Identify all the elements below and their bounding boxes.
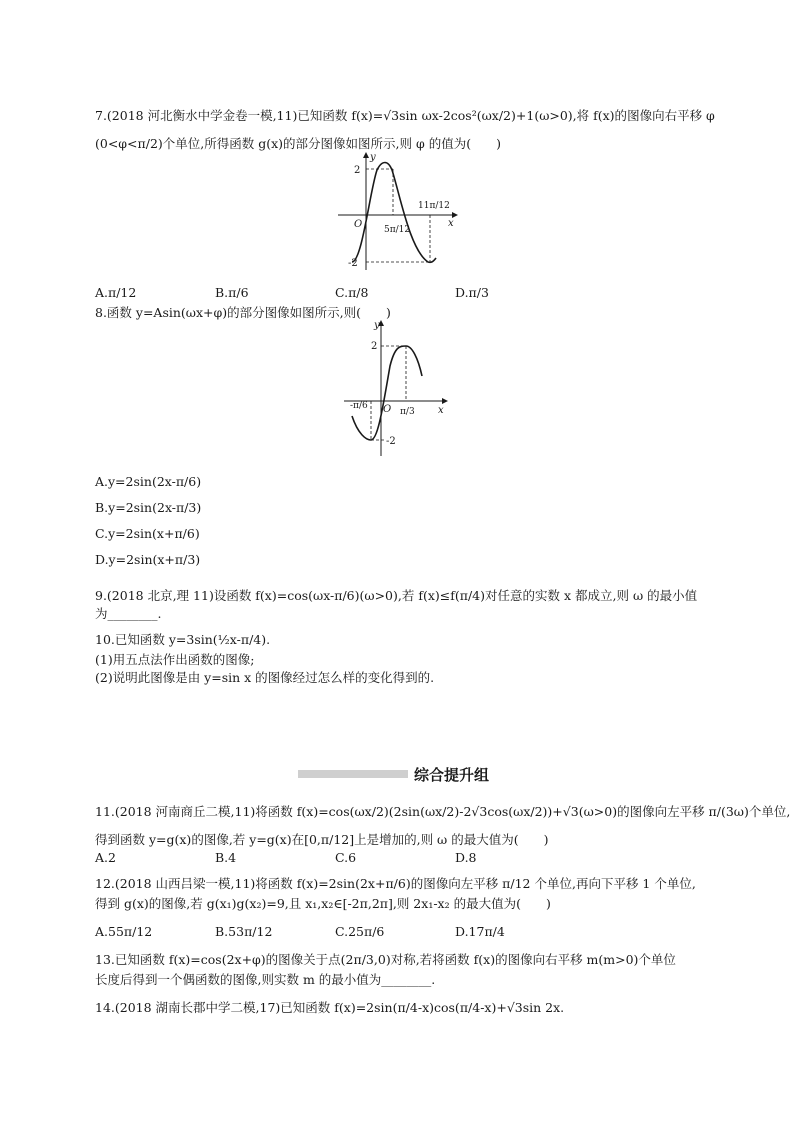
q7-ymax: 2 xyxy=(354,165,361,176)
q7-option-d[interactable]: D.π/3 xyxy=(455,285,489,300)
q12-options xyxy=(95,924,565,940)
q7-option-a[interactable]: A.π/12 xyxy=(95,285,137,300)
q7-line1: 7.(2018 河北衡水中学金卷一模,11)已知函数 f(x)=√3sin ωx-2cos²(ωx/2)+1(ω>0),将 f(x)的图像向右平移 φ xyxy=(95,108,715,123)
q7-tick2: 11π/12 xyxy=(418,201,450,211)
q11-line2: 得到函数 y=g(x)的图像,若 y=g(x)在[0,π/12]上是增加的,则 ω 的最大值为( ) xyxy=(95,832,549,847)
q11-option-c[interactable]: C.6 xyxy=(335,850,357,865)
q11-option-a[interactable]: A.2 xyxy=(95,850,116,865)
q8-ymin: -2 xyxy=(386,436,396,447)
q8-ylabel: y xyxy=(374,320,380,331)
q8-option-a[interactable]: A.y=2sin(2x-π/6) xyxy=(95,474,202,489)
q8-ymax: 2 xyxy=(371,341,378,352)
q13-line2: 长度后得到一个偶函数的图像,则实数 m 的最小值为________. xyxy=(95,972,436,987)
q8-option-c[interactable]: C.y=2sin(x+π/6) xyxy=(95,526,200,541)
q8-line1: 8.函数 y=Asin(ωx+φ)的部分图像如图所示,则( ) xyxy=(95,305,391,320)
q8-xlabel: x xyxy=(438,405,444,416)
q12-option-a[interactable]: A.55π/12 xyxy=(95,924,153,939)
q8-option-d[interactable]: D.y=2sin(x+π/3) xyxy=(95,552,201,567)
q8-origin: O xyxy=(383,404,392,415)
q11-options xyxy=(95,850,565,866)
q9-line1: 9.(2018 北京,理 11)设函数 f(x)=cos(ωx-π/6)(ω>0),若 f(x)≤f(π/4)对任意的实数 x 都成立,则 ω 的最小值 xyxy=(95,588,698,603)
q13-line1: 13.已知函数 f(x)=cos(2x+φ)的图像关于点(2π/3,0)对称,若将函数 f(x)的图像向右平移 m(m>0)个单位 xyxy=(95,952,676,967)
q7-option-c[interactable]: C.π/8 xyxy=(335,285,369,300)
q11-option-b[interactable]: B.4 xyxy=(215,850,237,865)
q12-option-c[interactable]: C.25π/6 xyxy=(335,924,385,939)
q12-option-d[interactable]: D.17π/4 xyxy=(455,924,505,939)
q7-ylabel: y xyxy=(370,152,376,163)
q14-line1: 14.(2018 湖南长郡中学二模,17)已知函数 f(x)=2sin(π/4-x)cos(π/4-x)+√3sin 2x. xyxy=(95,1000,565,1015)
q11-line1: 11.(2018 河南商丘二模,11)将函数 f(x)=cos(ωx/2)(2sin(ωx/2)-2√3cos(ωx/2))+√3(ω>0)的图像向左平移 π/(3ω)个单位, xyxy=(95,804,791,819)
q8-option-b[interactable]: B.y=2sin(2x-π/3) xyxy=(95,500,202,515)
q10-line3: (2)说明此图像是由 y=sin x 的图像经过怎么样的变化得到的. xyxy=(95,670,435,685)
q9-line2: 为________. xyxy=(95,606,162,621)
q7-origin: O xyxy=(354,219,363,230)
q7-xlabel: x xyxy=(448,218,454,229)
q7-graph xyxy=(330,150,460,278)
q8-tick-left: -π/6 xyxy=(350,401,368,411)
q7-option-b[interactable]: B.π/6 xyxy=(215,285,249,300)
q12-line2: 得到 g(x)的图像,若 g(x₁)g(x₂)=9,且 x₁,x₂∈[-2π,2π],则 2x₁-x₂ 的最大值为( ) xyxy=(95,896,551,911)
q10-line2: (1)用五点法作出函数的图像; xyxy=(95,652,255,667)
q12-option-b[interactable]: B.53π/12 xyxy=(215,924,273,939)
q7-line2: (0<φ<π/2)个单位,所得函数 g(x)的部分图像如图所示,则 φ 的值为( ) xyxy=(95,136,501,151)
q10-line1: 10.已知函数 y=3sin(½x-π/4). xyxy=(95,632,271,647)
q7-options xyxy=(95,285,565,301)
q8-tick-right: π/3 xyxy=(400,407,415,417)
q7-tick1: 5π/12 xyxy=(384,225,411,235)
q7-ymin: -2 xyxy=(348,258,358,269)
q8-graph xyxy=(338,316,453,464)
q12-line1: 12.(2018 山西吕梁一模,11)将函数 f(x)=2sin(2x+π/6)的图像向左平移 π/12 个单位,再向下平移 1 个单位, xyxy=(95,876,696,891)
section-divider xyxy=(298,770,408,778)
section-title: 综合提升组 xyxy=(414,766,490,784)
q11-option-d[interactable]: D.8 xyxy=(455,850,477,865)
